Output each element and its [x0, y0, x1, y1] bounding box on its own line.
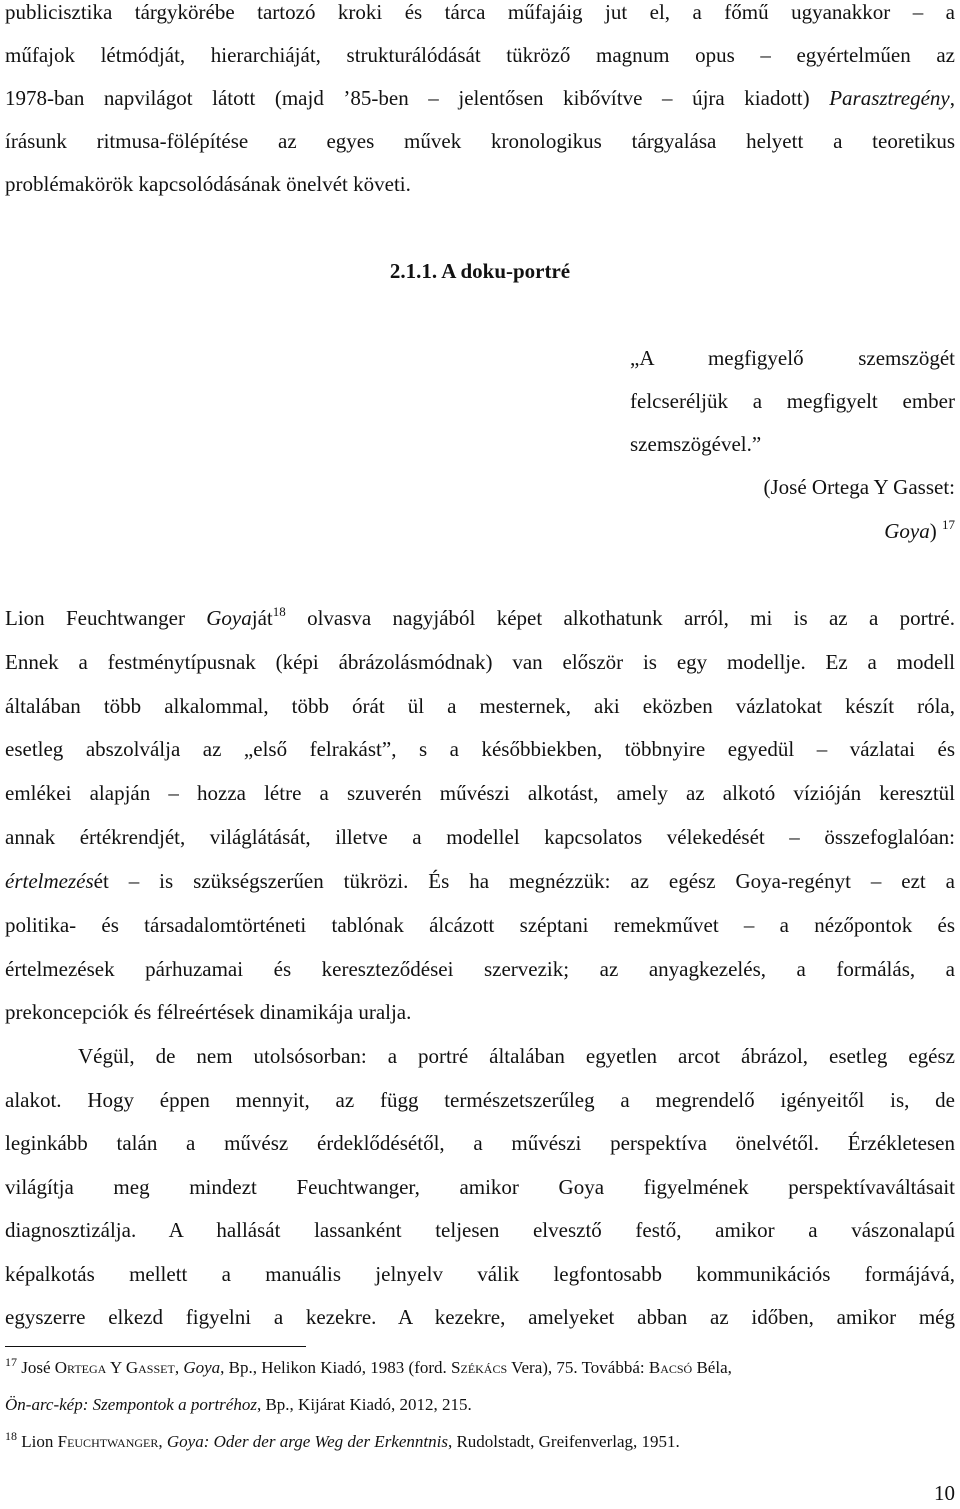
body-text-line: [5, 606, 955, 630]
author-name: Ortega Y Gasset: [54, 1358, 175, 1377]
text-run: olvasva nagyjából képet alkothatunk arról, mi is az a portré.: [285, 606, 955, 630]
text-run: 1978-ban napvilágot látott (majd ’85-ben – jelentősen kibővítve – újra kiadott): [5, 86, 830, 110]
body-text-line: Végül, de nem utolsósorban: a portré általában egyetlen arcot ábrázol, esetleg egész: [78, 1044, 955, 1068]
text-run: , Bp., Helikon Kiadó, 1983 (ford.: [220, 1358, 452, 1377]
motto-attribution: [630, 519, 955, 543]
body-text-line: publicisztika tárgykörébe tartozó kroki és tárca műfajáig jut el, a főmű ugyanakkor – a: [5, 0, 955, 24]
text-run: ját: [251, 606, 273, 630]
body-text-line: egyszerre elkezd figyelni a kezekre. A kezekre, amelyeket abban az időben, amikor még: [5, 1305, 955, 1329]
body-text-line: diagnosztizálja. A hallását lassanként teljesen elvesztő festő, amikor a vászonalapú: [5, 1218, 955, 1242]
body-text-line: értelmezések párhuzamai és kereszteződései szervezik; az anyagkezelés, a formálás, a: [5, 957, 955, 981]
body-text-line: leginkább talán a művész érdeklődésétől, a művészi perspektíva önelvétől. Érzékletesen: [5, 1131, 955, 1155]
body-text-line: esetleg abszolválja az „első felrakást”, s a későbbiekben, többnyire egyedül – vázlatai és: [5, 737, 955, 761]
book-title: Goya: [206, 606, 252, 630]
footnote-18: [5, 1429, 955, 1452]
footnote-number: 17: [5, 1355, 17, 1369]
text-run: Lion Feuchtwanger: [5, 606, 207, 630]
body-text-line: világítja meg mindezt Feuchtwanger, amikor Goya figyelmének perspektívaváltásait: [5, 1175, 955, 1199]
author-name: Feuchtwanger: [57, 1432, 159, 1451]
book-title: Goya: [183, 1358, 221, 1377]
footnote-separator: [5, 1346, 306, 1347]
body-text-line: [5, 86, 955, 110]
text-run: Lion: [17, 1432, 58, 1451]
book-title: Parasztregény: [829, 86, 950, 110]
author-name: Székács: [451, 1358, 508, 1377]
book-title: Goya: Oder der arge Weg der Erkenntnis: [166, 1432, 448, 1451]
body-text-line: prekoncepciók és félreértések dinamikája uralja.: [5, 1000, 412, 1024]
body-text-line: problémakörök kapcsolódásának önelvét követi.: [5, 172, 411, 196]
motto-line: szemszögével.”: [630, 432, 762, 456]
body-text-line: általában több alkalommal, több órát ül a mesternek, aki eközben vázlatokat készít róla,: [5, 694, 955, 718]
text-run: ét – is szükségszerűen tükrözi. És ha megnézzük: az egész Goya-regényt – ezt a: [93, 869, 955, 893]
text-run: José: [17, 1358, 55, 1377]
footnote-ref[interactable]: 17: [942, 517, 955, 532]
body-text-line: képalkotás mellett a manuális jelnyelv válik legfontosabb kommunikációs formájává,: [5, 1262, 955, 1286]
body-text-line: emlékei alapján – hozza létre a szuverén művészi alkotást, amely az alkotó vízióján keresztül: [5, 781, 955, 805]
text-run: , Rudolstadt, Greifenverlag, 1951.: [447, 1432, 680, 1451]
text-run: ,: [158, 1432, 167, 1451]
body-text-line: alakot. Hogy éppen mennyit, az függ természetszerűleg a megrendelő igényeitől is, de: [5, 1088, 955, 1112]
text-run: Vera), 75. Továbbá:: [507, 1358, 649, 1377]
body-text-line: műfajok létmódját, hierarchiáját, strukturálódását tükröző magnum opus – egyértelműen az: [5, 43, 955, 67]
body-text-line: [5, 869, 955, 893]
text-run: ,: [949, 86, 955, 110]
footnote-17: [5, 1355, 955, 1378]
motto-line: „A megfigyelő szemszögét: [630, 346, 955, 370]
motto-line: felcseréljük a megfigyelt ember: [630, 389, 955, 413]
section-heading: 2.1.1. A doku-portré: [389, 259, 571, 283]
author-name: Bacsó: [648, 1358, 693, 1377]
text-run: Béla,: [692, 1358, 732, 1377]
body-text-line: politika- és társadalomtörténeti tablónak álcázott széptani remekművet – a nézőpontok és: [5, 913, 955, 937]
emphasis: értelmezés: [5, 869, 94, 893]
footnote-ref[interactable]: 18: [272, 604, 286, 619]
book-title: Goya: [884, 519, 930, 543]
footnote-number: 18: [5, 1429, 17, 1443]
body-text-line: Ennek a festménytípusnak (képi ábrázolásmódnak) van először is egy modellje. Ez a modell: [5, 650, 955, 674]
book-title: Ön-arc-kép: Szempontok a portréhoz: [5, 1395, 257, 1414]
text-run: ): [929, 519, 937, 543]
text-run: ,: [174, 1358, 184, 1377]
body-text-line: annak értékrendjét, világlátását, illetve a modellel kapcsolatos vélekedését – összefoglalóan:: [5, 825, 955, 849]
page-number: 10: [934, 1481, 955, 1505]
motto-attribution: (José Ortega Y Gasset:: [763, 475, 955, 499]
text-run: , Bp., Kijárat Kiadó, 2012, 215.: [256, 1395, 472, 1414]
body-text-line: írásunk ritmusa-fölépítése az egyes művek kronologikus tárgyalása helyett a teoretikus: [5, 129, 955, 153]
footnote-17-continued: [5, 1395, 955, 1415]
